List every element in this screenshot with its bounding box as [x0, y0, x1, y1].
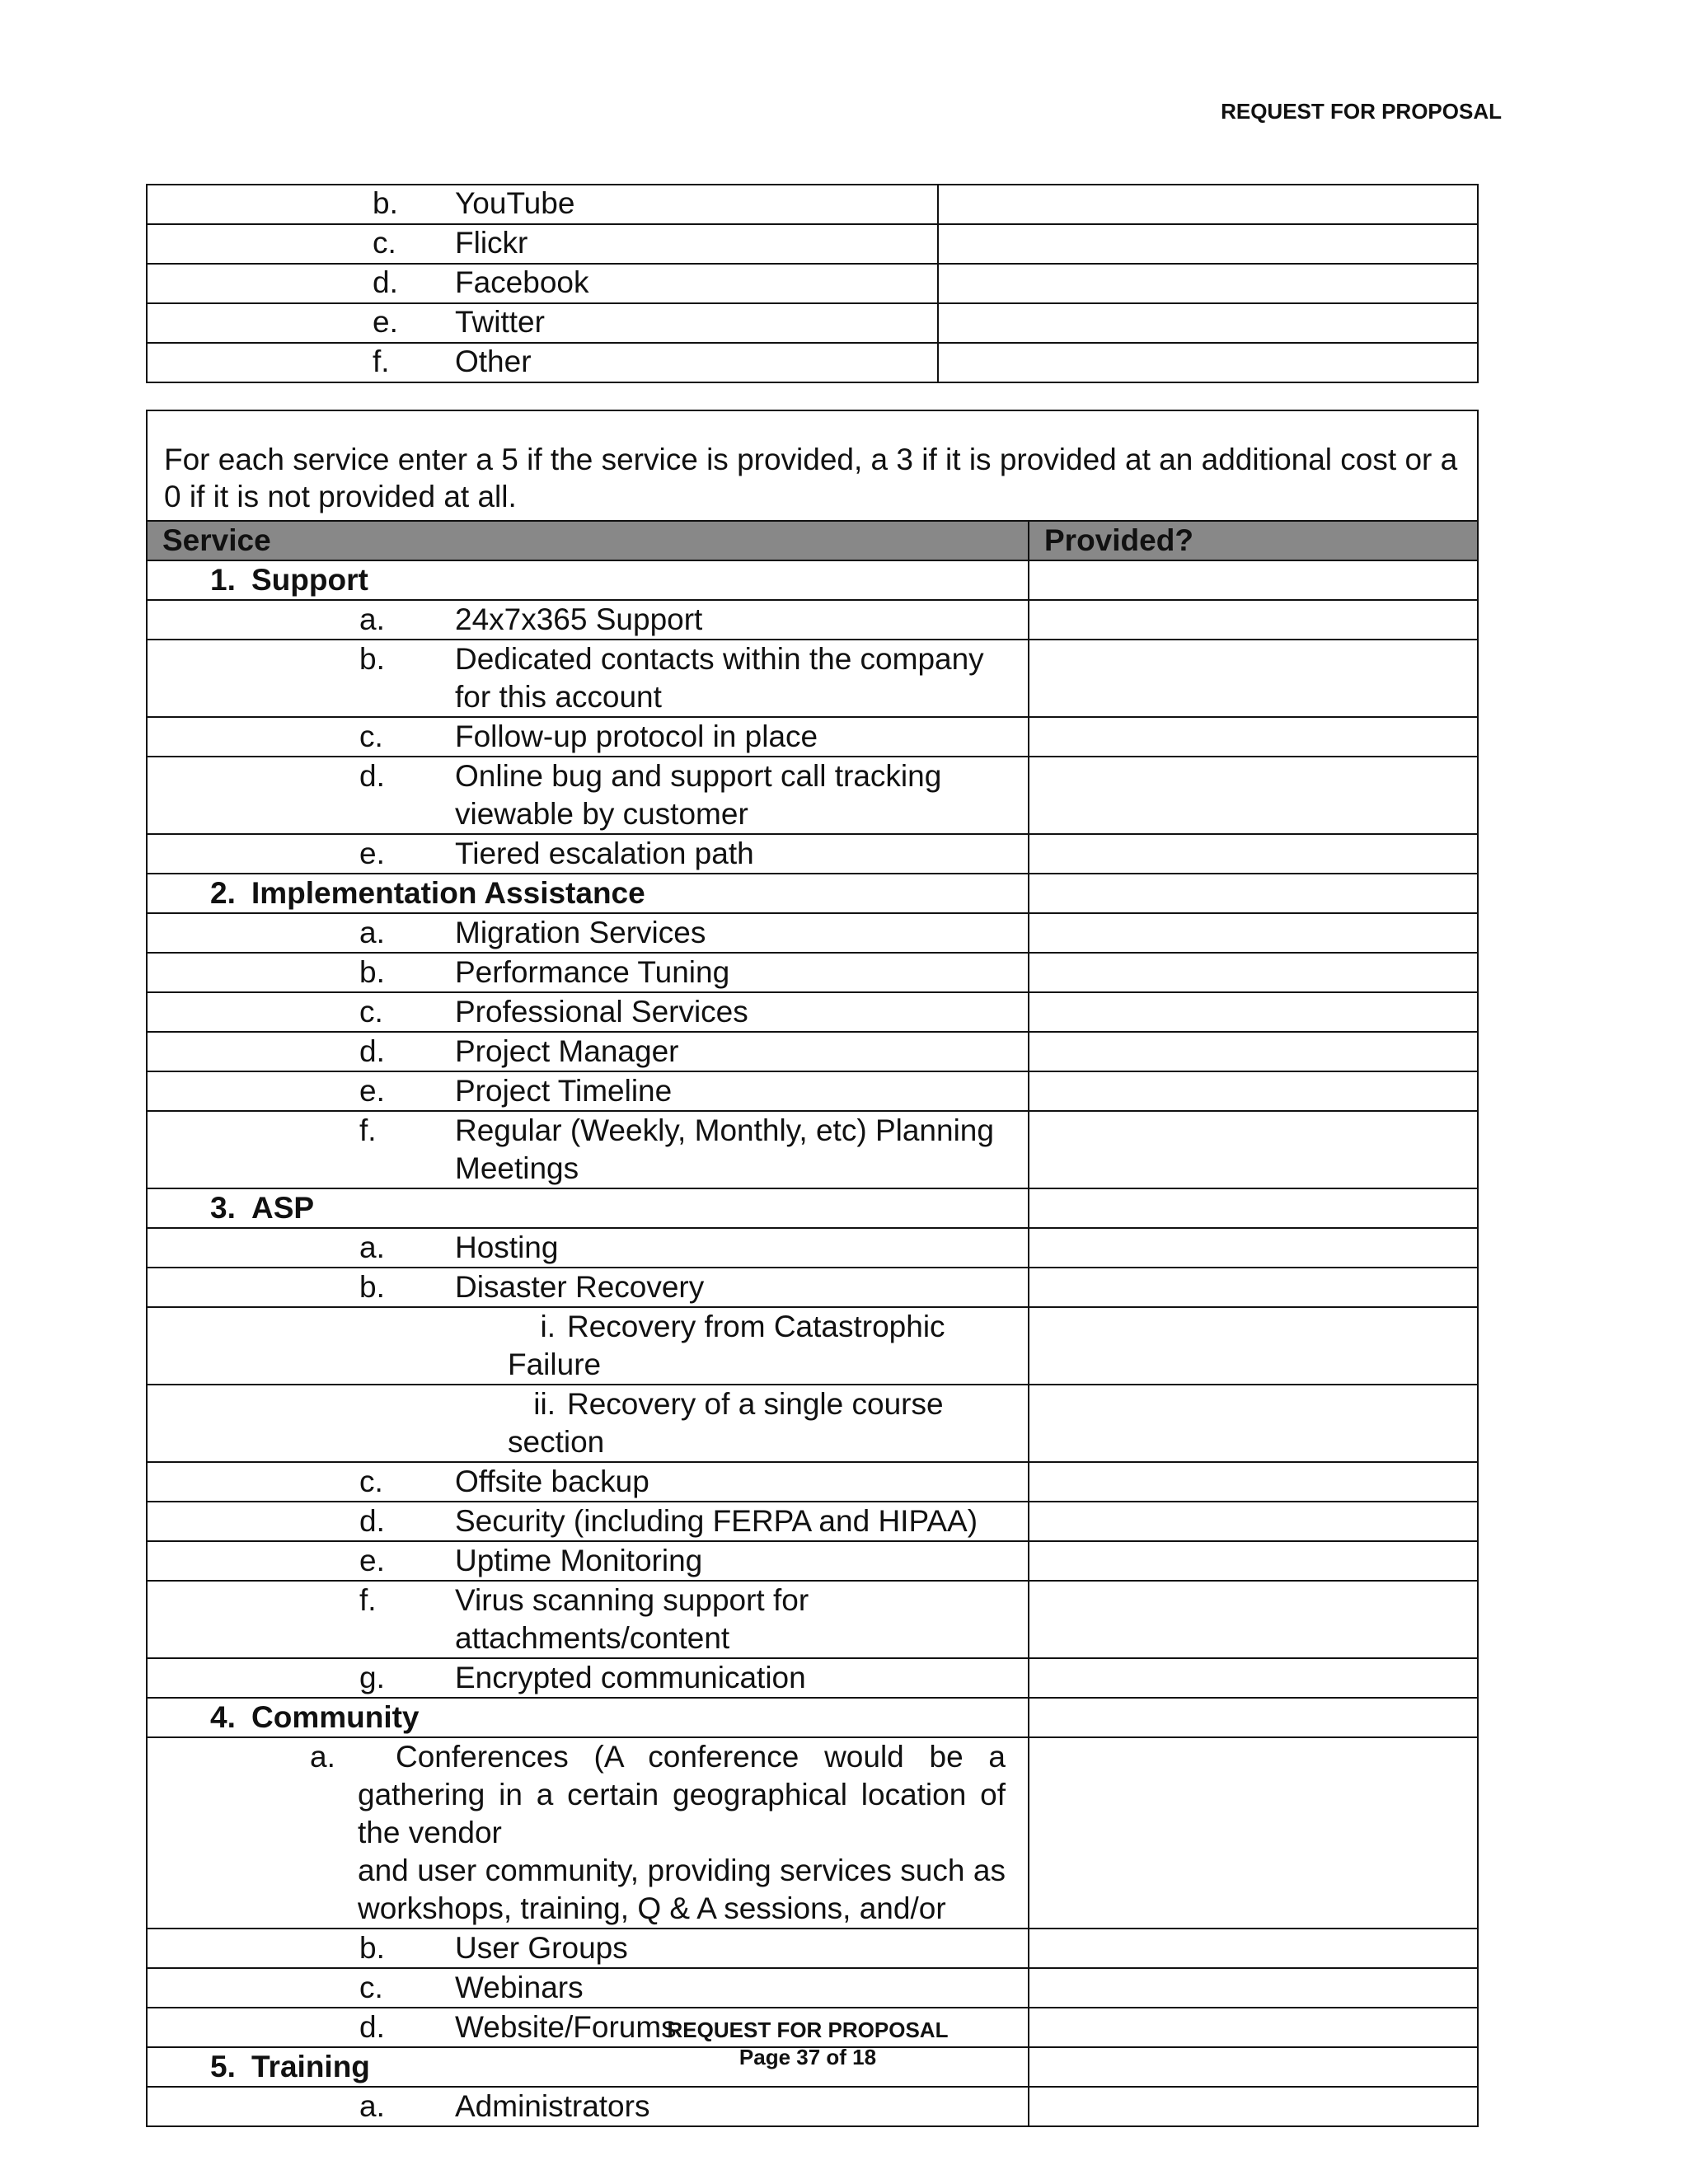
- provided-cell[interactable]: [1029, 1968, 1478, 2008]
- provided-cell[interactable]: [1029, 992, 1478, 1032]
- item-label: Other: [455, 344, 532, 378]
- item-marker: c.: [359, 1465, 383, 1498]
- provided-cell[interactable]: [1029, 1111, 1478, 1188]
- item-label: Facebook: [455, 265, 589, 299]
- item-label: Online bug and support call tracking viewable by customer: [455, 759, 942, 831]
- provided-cell[interactable]: [1029, 2087, 1478, 2126]
- service-cell: [147, 1581, 1029, 1658]
- provided-cell[interactable]: [1029, 560, 1478, 600]
- provided-cell[interactable]: [1029, 1462, 1478, 1502]
- provided-cell[interactable]: [1029, 1581, 1478, 1658]
- item-marker: c.: [373, 226, 396, 260]
- service-row: [147, 1228, 1478, 1268]
- service-cell: [147, 834, 1029, 874]
- service-row: [147, 1032, 1478, 1071]
- provided-cell[interactable]: [1029, 1929, 1478, 1968]
- item-label: Encrypted communication: [455, 1661, 806, 1694]
- service-cell: [147, 1968, 1029, 2008]
- item-label: Website/Forums: [455, 2010, 677, 2044]
- category-marker: 4.: [210, 1700, 236, 1734]
- category-row: [147, 874, 1478, 913]
- subitem-marker: ii.: [533, 1387, 556, 1421]
- category-marker: 5.: [210, 2050, 236, 2083]
- service-cell: [147, 600, 1029, 640]
- service-row: [147, 1111, 1478, 1188]
- item-label: Professional Services: [455, 995, 748, 1029]
- item-marker: f.: [359, 1113, 377, 1147]
- provided-cell[interactable]: [1029, 1385, 1478, 1462]
- category-label: Support: [251, 563, 368, 597]
- service-cell: [147, 1111, 1029, 1188]
- item-marker: c.: [359, 1971, 383, 2004]
- service-row: [147, 1502, 1478, 1541]
- page-header: REQUEST FOR PROPOSAL: [1221, 99, 1502, 124]
- provided-cell[interactable]: [1029, 1268, 1478, 1307]
- service-cell: [147, 757, 1029, 834]
- category-cell: [147, 1188, 1029, 1228]
- category-label: Training: [251, 2050, 370, 2083]
- item-marker: e.: [359, 1074, 385, 1108]
- item-marker: b.: [359, 1931, 385, 1965]
- service-cell: [147, 717, 1029, 757]
- subservice-cell: [147, 1385, 1029, 1462]
- service-column-header: Service: [147, 521, 1029, 560]
- service-row: [147, 1462, 1478, 1502]
- item-label: Security (including FERPA and HIPAA): [455, 1504, 978, 1538]
- table-header-row: [147, 521, 1478, 560]
- item-marker: g.: [359, 1661, 385, 1694]
- provided-cell[interactable]: [1029, 1188, 1478, 1228]
- service-row: [147, 1581, 1478, 1658]
- provided-cell[interactable]: [1029, 600, 1478, 640]
- social-item-cell: [147, 343, 938, 382]
- service-row: [147, 1737, 1478, 1929]
- social-answer-cell[interactable]: [938, 224, 1478, 264]
- provided-cell[interactable]: [1029, 1658, 1478, 1698]
- service-cell: [147, 992, 1029, 1032]
- provided-cell[interactable]: [1029, 1698, 1478, 1737]
- service-row: [147, 992, 1478, 1032]
- provided-cell[interactable]: [1029, 874, 1478, 913]
- category-row: [147, 1188, 1478, 1228]
- social-answer-cell[interactable]: [938, 303, 1478, 343]
- item-label: Project Manager: [455, 1034, 679, 1068]
- item-text-block: [310, 1738, 1006, 1852]
- item-label: Uptime Monitoring: [455, 1544, 703, 1577]
- item-label: Twitter: [455, 305, 545, 339]
- provided-cell[interactable]: [1029, 757, 1478, 834]
- service-row: [147, 717, 1478, 757]
- item-marker: a.: [359, 1230, 385, 1264]
- page-footer: [0, 2017, 1615, 2071]
- item-label: Performance Tuning: [455, 955, 730, 989]
- service-row: [147, 757, 1478, 834]
- service-cell: [147, 640, 1029, 717]
- service-row: [147, 1968, 1478, 2008]
- item-label: Regular (Weekly, Monthly, etc) Planning Meetings: [455, 1113, 994, 1185]
- service-row: [147, 1929, 1478, 1968]
- table-row: [147, 224, 1478, 264]
- service-row: [147, 834, 1478, 874]
- item-marker: a.: [359, 602, 385, 636]
- social-answer-cell[interactable]: [938, 343, 1478, 382]
- item-label: Administrators: [455, 2089, 650, 2123]
- provided-cell[interactable]: [1029, 1737, 1478, 1929]
- item-marker: d.: [359, 2010, 385, 2044]
- item-label: Follow-up protocol in place: [455, 719, 818, 753]
- social-answer-cell[interactable]: [938, 264, 1478, 303]
- service-row: [147, 1268, 1478, 1307]
- item-marker: d.: [359, 1504, 385, 1538]
- footer-title: REQUEST FOR PROPOSAL: [667, 2018, 949, 2042]
- table-row: [147, 343, 1478, 382]
- item-label: 24x7x365 Support: [455, 602, 703, 636]
- item-label: Offsite backup: [455, 1465, 649, 1498]
- service-cell: [147, 1462, 1029, 1502]
- provided-cell[interactable]: [1029, 953, 1478, 992]
- provided-cell[interactable]: [1029, 717, 1478, 757]
- service-row: [147, 640, 1478, 717]
- provided-cell[interactable]: [1029, 1071, 1478, 1111]
- social-item-cell: [147, 185, 938, 224]
- item-label: Migration Services: [455, 916, 706, 949]
- item-marker: d.: [359, 759, 385, 793]
- provided-cell[interactable]: [1029, 1502, 1478, 1541]
- category-cell: [147, 874, 1029, 913]
- service-subrow: [147, 1307, 1478, 1385]
- social-item-cell: [147, 264, 938, 303]
- item-label: User Groups: [455, 1931, 628, 1965]
- provided-cell[interactable]: [1029, 1228, 1478, 1268]
- social-item-cell: [147, 303, 938, 343]
- item-label: Project Timeline: [455, 1074, 673, 1108]
- item-label: Webinars: [455, 1971, 584, 2004]
- item-marker: d.: [359, 1034, 385, 1068]
- service-row: [147, 1541, 1478, 1581]
- service-cell: [147, 1032, 1029, 1071]
- table-row: [147, 264, 1478, 303]
- item-label: Hosting: [455, 1230, 559, 1264]
- item-marker: b.: [373, 186, 398, 220]
- service-cell: [147, 1658, 1029, 1698]
- service-cell: [147, 1737, 1029, 1929]
- category-label: ASP: [251, 1191, 315, 1225]
- service-cell: [147, 1268, 1029, 1307]
- service-row: [147, 953, 1478, 992]
- social-answer-cell[interactable]: [938, 185, 1478, 224]
- category-cell: [147, 1698, 1029, 1737]
- page-number: Page 37 of 18: [738, 2045, 877, 2069]
- provided-cell[interactable]: [1029, 1307, 1478, 1385]
- category-label: Community: [251, 1700, 420, 1734]
- item-label: Dedicated contacts within the company for this account: [455, 642, 984, 714]
- category-marker: 1.: [210, 563, 236, 597]
- item-marker: b.: [359, 642, 385, 676]
- item-label: Virus scanning support for attachments/content: [455, 1583, 809, 1655]
- service-row: [147, 1658, 1478, 1698]
- item-marker: c.: [359, 995, 383, 1029]
- provided-cell[interactable]: [1029, 1541, 1478, 1581]
- item-label: Tiered escalation path: [455, 837, 754, 870]
- service-cell: [147, 1228, 1029, 1268]
- provided-column-header: Provided?: [1029, 521, 1478, 560]
- item-marker: a.: [359, 916, 385, 949]
- provided-cell[interactable]: [1029, 1032, 1478, 1071]
- provided-cell[interactable]: [1029, 913, 1478, 953]
- item-marker: b.: [359, 1270, 385, 1304]
- item-marker: a.: [310, 1740, 335, 1774]
- item-marker: f.: [373, 344, 390, 378]
- item-label: Disaster Recovery: [455, 1270, 705, 1304]
- provided-cell[interactable]: [1029, 834, 1478, 874]
- item-marker: e.: [373, 305, 398, 339]
- item-label: Conferences (A conference would be a gathering in a certain geographical location of the vendor: [358, 1740, 1006, 1849]
- item-marker: e.: [359, 837, 385, 870]
- item-marker: b.: [359, 955, 385, 989]
- subservice-cell: [147, 1307, 1029, 1385]
- service-cell: [147, 913, 1029, 953]
- service-row: [147, 913, 1478, 953]
- table-row: [147, 185, 1478, 224]
- category-cell: [147, 560, 1029, 600]
- service-cell: [147, 1502, 1029, 1541]
- service-cell: [147, 1071, 1029, 1111]
- service-cell: [147, 1541, 1029, 1581]
- service-row: [147, 600, 1478, 640]
- item-text-block: [310, 1852, 1006, 1928]
- subitem-marker: i.: [540, 1310, 556, 1343]
- service-row: [147, 2087, 1478, 2126]
- services-table: [146, 410, 1479, 2127]
- instructions-cell: [147, 410, 1478, 521]
- instructions-text: For each service enter a 5 if the service is provided, a 3 if it is provided at an additional cost or a 0 if it is not provided at all.: [164, 443, 1458, 513]
- social-item-cell: [147, 224, 938, 264]
- service-cell: [147, 2087, 1029, 2126]
- item-label-continuation: and user community, providing services such as workshops, training, Q & A sessions, and/or: [358, 1854, 1006, 1925]
- category-marker: 2.: [210, 876, 236, 910]
- item-marker: f.: [359, 1583, 377, 1617]
- service-subrow: [147, 1385, 1478, 1462]
- item-marker: d.: [373, 265, 398, 299]
- item-marker: a.: [359, 2089, 385, 2123]
- category-marker: 3.: [210, 1191, 236, 1225]
- provided-cell[interactable]: [1029, 640, 1478, 717]
- social-media-table: [146, 184, 1479, 383]
- service-row: [147, 1071, 1478, 1111]
- item-label: Flickr: [455, 226, 528, 260]
- category-label: Implementation Assistance: [251, 876, 645, 910]
- subitem-label: Recovery of a single course section: [508, 1387, 944, 1459]
- item-label: YouTube: [455, 186, 575, 220]
- item-marker: e.: [359, 1544, 385, 1577]
- service-cell: [147, 1929, 1029, 1968]
- service-cell: [147, 953, 1029, 992]
- item-marker: c.: [359, 719, 383, 753]
- table-row: [147, 303, 1478, 343]
- subitem-label: Recovery from Catastrophic Failure: [508, 1310, 945, 1381]
- category-row: [147, 1698, 1478, 1737]
- category-row: [147, 560, 1478, 600]
